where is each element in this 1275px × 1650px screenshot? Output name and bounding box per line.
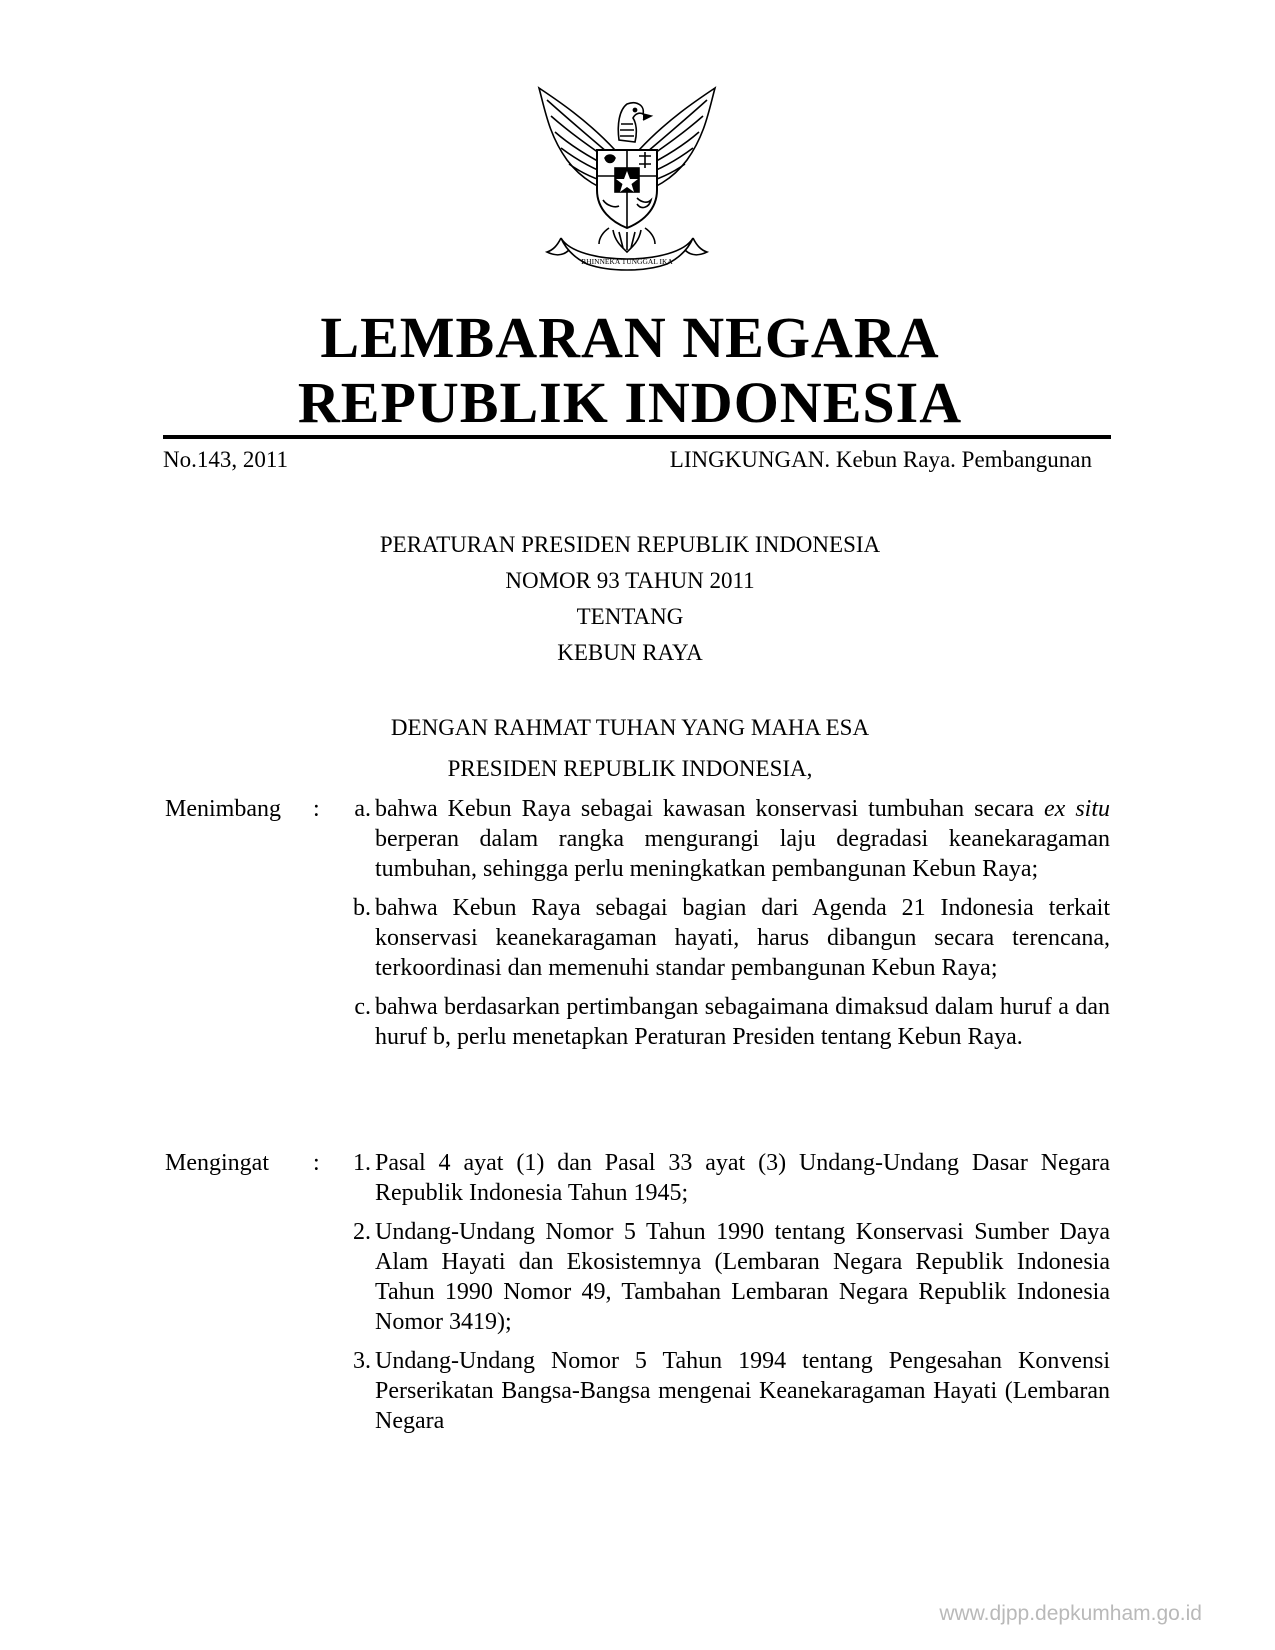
menimbang-label: Menimbang: [165, 796, 281, 822]
mengingat-colon: :: [313, 1150, 320, 1176]
title-divider: [163, 435, 1111, 439]
item-text: Undang-Undang Nomor 5 Tahun 1990 tentang Konservasi Sumber Daya Alam Hayati dan Ekosistemnya (Lembaran Negara Republik Indonesia Tahun 1990 Nomor 49, Tambahan Lembaran Negara Republik Indonesia Nomor 3419);: [375, 1219, 1110, 1335]
item-marker: c.: [354, 994, 371, 1020]
list-item: [354, 794, 1111, 884]
list-item: [353, 893, 1110, 983]
regulation-about: TENTANG: [576, 604, 684, 629]
item-text: Pasal 4 ayat (1) dan Pasal 33 ayat (3) Undang-Undang Dasar Negara Republik Indonesia Tahun 1945;: [375, 1150, 1110, 1206]
gazette-title-line1: LEMBARAN NEGARA: [320, 305, 940, 370]
item-text: bahwa berdasarkan pertimbangan sebagaimana dimaksud dalam huruf a dan huruf b, perlu menetapkan Peraturan Presiden tentang Kebun Raya.: [375, 994, 1110, 1050]
motto-text: BHINNEKA TUNGGAL IKA: [581, 257, 673, 266]
menimbang-colon: :: [313, 796, 320, 822]
item-text-part: berperan dalam rangka mengurangi laju degradasi keanekaragaman tumbuhan, sehingga perlu meningkatkan pembangunan Kebun Raya;: [375, 826, 1110, 882]
item-marker: 1.: [353, 1150, 371, 1176]
regulation-type: PERATURAN PRESIDEN REPUBLIK INDONESIA: [379, 532, 881, 557]
preamble-heading: [150, 710, 1110, 787]
preamble-line1: DENGAN RAHMAT TUHAN YANG MAHA ESA: [390, 715, 870, 740]
footer-website-link[interactable]: www.djpp.depkumham.go.id: [939, 1602, 1202, 1625]
list-item: [353, 1346, 1110, 1436]
mengingat-section: [165, 1148, 1110, 1445]
item-marker: 3.: [353, 1348, 371, 1374]
item-marker: b.: [353, 895, 371, 921]
list-item: [353, 1148, 1110, 1208]
list-item: [353, 1217, 1110, 1337]
issue-subject: LINGKUNGAN. Kebun Raya. Pembangunan: [669, 447, 1092, 472]
item-text: bahwa Kebun Raya sebagai bagian dari Agenda 21 Indonesia terkait konservasi keanekaragaman hayati, harus dibangun secara terencana, terkoordinasi dan memenuhi standar pembangunan Kebun Raya;: [375, 895, 1110, 981]
item-text: [375, 794, 1110, 884]
item-marker: 2.: [353, 1219, 371, 1245]
mengingat-label: Mengingat: [165, 1150, 269, 1176]
regulation-subject: KEBUN RAYA: [557, 640, 703, 665]
item-text-italic: ex situ: [1044, 796, 1111, 822]
regulation-heading: [150, 527, 1110, 671]
gazette-title-line2: REPUBLIK INDONESIA: [297, 370, 963, 435]
regulation-number: NOMOR 93 TAHUN 2011: [505, 568, 755, 593]
preamble-line2: PRESIDEN REPUBLIK INDONESIA,: [447, 756, 813, 781]
garuda-emblem-icon: [527, 80, 727, 280]
menimbang-section: [165, 794, 1110, 1061]
item-marker: a.: [354, 796, 371, 822]
item-text: Undang-Undang Nomor 5 Tahun 1994 tentang Pengesahan Konvensi Perserikatan Bangsa-Bangsa mengenai Keanekaragaman Hayati (Lembaran Negara: [375, 1348, 1110, 1434]
item-text-part: bahwa Kebun Raya sebagai kawasan konservasi tumbuhan secara: [375, 796, 1045, 822]
issue-number: No.143, 2011: [163, 447, 289, 472]
list-item: [354, 992, 1110, 1052]
